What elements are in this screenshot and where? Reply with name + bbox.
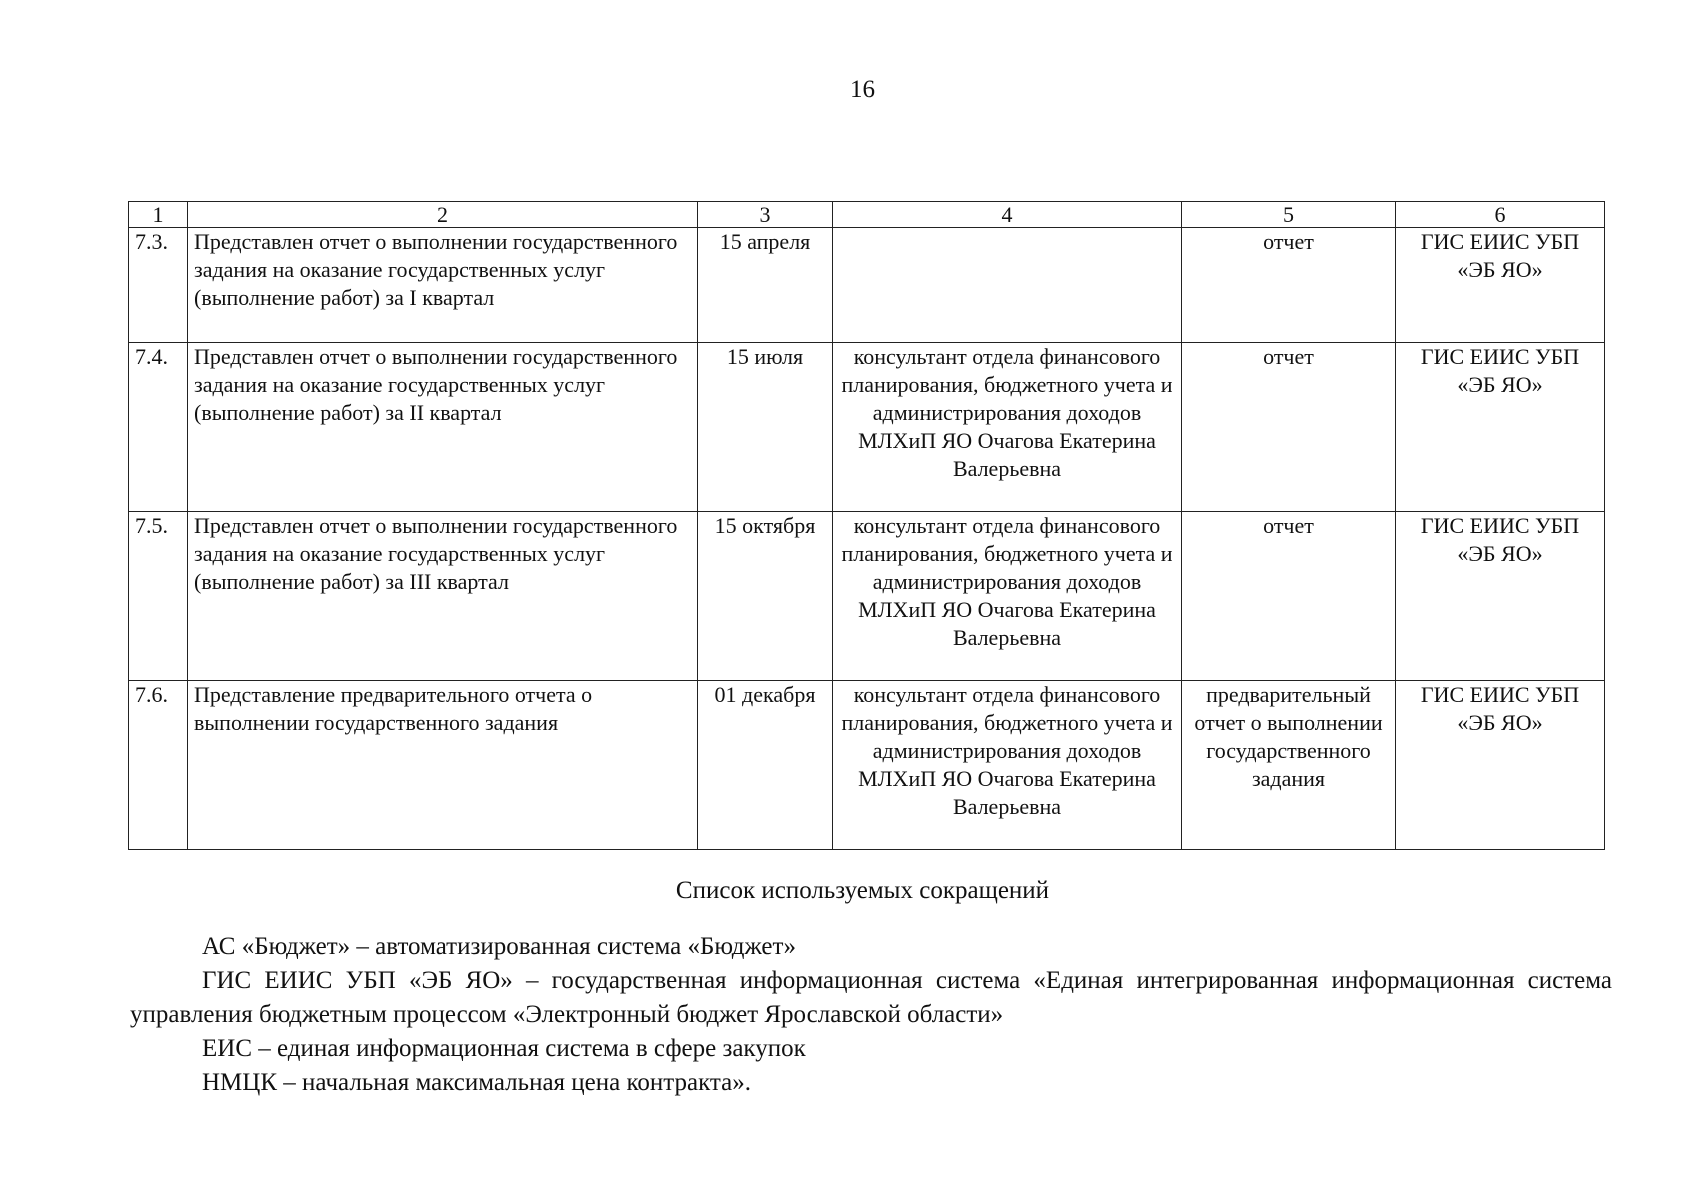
header-cell: 2	[188, 202, 698, 228]
row-number: 7.4.	[129, 343, 188, 512]
plan-table	[128, 201, 1605, 850]
header-cell: 3	[698, 202, 833, 228]
header-cell: 6	[1396, 202, 1605, 228]
header-cell: 1	[129, 202, 188, 228]
table-row	[129, 681, 1605, 850]
row-document: отчет	[1182, 228, 1396, 343]
row-number: 7.6.	[129, 681, 188, 850]
row-number: 7.3.	[129, 228, 188, 343]
abbreviation-item: ЕИС – единая информационная система в сфере закупок	[202, 1035, 806, 1062]
table-row	[129, 343, 1605, 512]
row-system: ГИС ЕИИС УБП «ЭБ ЯО»	[1396, 228, 1605, 343]
abbreviation-item: ГИС ЕИИС УБП «ЭБ ЯО» – государственная информационная система «Единая интегрированная информационная система управления бюджетным процессом «Электронный бюджет Ярославской области»	[130, 967, 1612, 1028]
row-system: ГИС ЕИИС УБП «ЭБ ЯО»	[1396, 681, 1605, 850]
row-description: Представлен отчет о выполнении государственного задания на оказание государственных услуг (выполнение работ) за I квартал	[188, 228, 698, 343]
row-responsible: консультант отдела финансового планирования, бюджетного учета и администрирования доходов МЛХиП ЯО Очагова Екатерина Валерьевна	[833, 512, 1182, 681]
abbreviations-list	[130, 930, 1612, 1100]
row-deadline: 15 апреля	[698, 228, 833, 343]
row-system: ГИС ЕИИС УБП «ЭБ ЯО»	[1396, 512, 1605, 681]
table-row	[129, 512, 1605, 681]
row-description: Представлен отчет о выполнении государственного задания на оказание государственных услуг (выполнение работ) за II квартал	[188, 343, 698, 512]
row-description: Представление предварительного отчета о выполнении государственного задания	[188, 681, 698, 850]
row-number: 7.5.	[129, 512, 188, 681]
header-cell: 5	[1182, 202, 1396, 228]
row-deadline: 15 октября	[698, 512, 833, 681]
row-document: предварительный отчет о выполнении государственного задания	[1182, 681, 1396, 850]
row-deadline: 01 декабря	[698, 681, 833, 850]
header-cell: 4	[833, 202, 1182, 228]
row-responsible	[833, 228, 1182, 343]
page-number: 16	[850, 76, 875, 103]
row-deadline: 15 июля	[698, 343, 833, 512]
abbreviations-title: Список используемых сокращений	[675, 877, 1050, 904]
table-row	[129, 228, 1605, 343]
row-system: ГИС ЕИИС УБП «ЭБ ЯО»	[1396, 343, 1605, 512]
row-document: отчет	[1182, 343, 1396, 512]
row-responsible: консультант отдела финансового планирования, бюджетного учета и администрирования доходов МЛХиП ЯО Очагова Екатерина Валерьевна	[833, 681, 1182, 850]
table-header-row	[129, 202, 1605, 228]
abbreviation-item: АС «Бюджет» – автоматизированная система «Бюджет»	[202, 933, 796, 960]
abbreviation-item: НМЦК – начальная максимальная цена контракта».	[202, 1069, 751, 1096]
row-responsible: консультант отдела финансового планирования, бюджетного учета и администрирования доходов МЛХиП ЯО Очагова Екатерина Валерьевна	[833, 343, 1182, 512]
row-description: Представлен отчет о выполнении государственного задания на оказание государственных услуг (выполнение работ) за III квартал	[188, 512, 698, 681]
row-document: отчет	[1182, 512, 1396, 681]
